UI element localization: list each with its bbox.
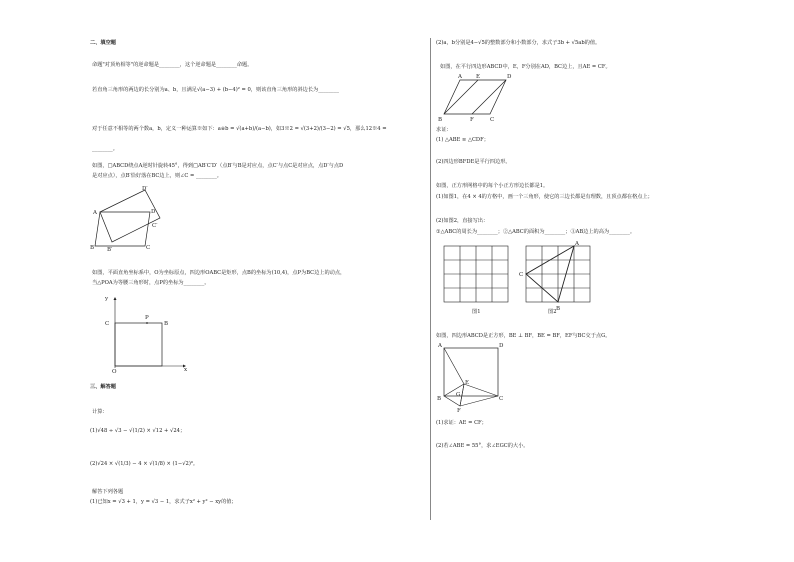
square-question: 如图，四边形ABCD是正方形，BE ⊥ BF，BE = BF，EF与BC交于点G。 bbox=[436, 333, 611, 339]
label-A: A bbox=[575, 241, 579, 247]
label-A: A bbox=[438, 343, 442, 349]
calc-1: (1)√48 ÷ √3 − √(1/2) × √12 + √24； bbox=[90, 428, 186, 434]
label-C: C bbox=[490, 117, 495, 123]
parallelogram-figure bbox=[436, 72, 516, 122]
label-B: B bbox=[90, 245, 95, 251]
label-G: G bbox=[456, 392, 461, 398]
question-rotation-line1: 如图，□ABCD绕点A逆时针旋转45°，得到□AB′C′D′（点B′与B是对应点，点C′与点C是对应点，点D′与点D bbox=[92, 163, 344, 169]
rotation-figure bbox=[90, 184, 170, 254]
square-figure bbox=[436, 340, 506, 412]
grid-question-line1: 如图，正方形网格中的每个小正方形边长都是1。 bbox=[436, 183, 549, 189]
figure-2-caption: 图2 bbox=[548, 309, 557, 315]
grid-question-line4: ①△ABC的周长为________；②△ABC的面积为________；③AB边上的高为________。 bbox=[436, 229, 636, 235]
question-right-triangle: 若直角三角形的两边的长分别为a、b，且满足√(a−3) + (b−4)² = 0，则该直角三角形的斜边长为________ bbox=[92, 87, 339, 93]
grid-figure-2 bbox=[518, 240, 598, 312]
figure-1-caption: 图1 bbox=[472, 309, 481, 315]
label-C: C bbox=[146, 245, 151, 251]
label-O: O bbox=[112, 369, 117, 375]
square-part-2: (2)若∠ABE = 55°，求∠EGC的大小。 bbox=[436, 443, 529, 449]
prove-label: 求证： bbox=[436, 127, 452, 133]
question-vertical-angles: 命题"对顶角相等"的逆命题是________，这个逆命题是________命题。 bbox=[92, 62, 253, 68]
section2-title: 二、填空题 bbox=[90, 40, 116, 46]
q2-ab-parts: (2)a，b分别是4−√5的整数部分和小数部分，求式子3b + √5ab的值。 bbox=[436, 40, 601, 46]
label-D: D bbox=[499, 343, 504, 349]
label-C: C bbox=[519, 272, 524, 278]
prove-1: (1) △ABE ≌ △CDF； bbox=[436, 137, 489, 143]
section3-title: 三、解答题 bbox=[90, 384, 116, 390]
label-y: y bbox=[105, 296, 109, 302]
prove-2: (2)四边形BFDE是平行四边形。 bbox=[436, 159, 511, 165]
question-coord-line2: 当△POA为等腰三角形时，点P的坐标为________。 bbox=[92, 280, 210, 286]
solve-1: (1)已知x = √3 + 1，y = √3 − 1，求式子x² + y² − xy的值； bbox=[90, 499, 237, 505]
solve-title: 解答下列各题 bbox=[92, 489, 124, 495]
label-B: B bbox=[437, 396, 442, 402]
question-rotation-line2: 是对应点），点B′恰好落在BC边上，则∠C = ________。 bbox=[92, 173, 222, 179]
label-B: B bbox=[164, 321, 169, 327]
label-P: P bbox=[145, 315, 149, 321]
grid-question-line3: (2)如图2，直接写出： bbox=[436, 218, 489, 224]
label-Bp: B′ bbox=[107, 247, 113, 253]
label-E: E bbox=[465, 380, 470, 386]
label-B: B bbox=[556, 306, 561, 312]
label-F: F bbox=[470, 117, 474, 123]
label-D: D bbox=[151, 209, 156, 215]
parallelogram-question: 如图，在平行四边形ABCD中，E，F分别在AD，BC边上，且AE = CF。 bbox=[440, 64, 611, 70]
label-D: D bbox=[507, 74, 512, 80]
label-A: A bbox=[458, 74, 462, 80]
label-Dp: D′ bbox=[142, 186, 148, 192]
coordinate-figure bbox=[100, 294, 190, 374]
calc-title: 计算： bbox=[92, 409, 108, 415]
label-Cp: C′ bbox=[152, 223, 158, 229]
label-C: C bbox=[105, 321, 110, 327]
label-C: C bbox=[499, 396, 504, 402]
question-operation-line2: ________。 bbox=[92, 146, 118, 152]
square-part-1: (1)求证：AE = CF； bbox=[436, 420, 487, 426]
grid-question-line2: (1)如图1，在4 × 4的方格中，画一个三角形，使它的三边长都是有理数，且顶点都在格点上； bbox=[436, 194, 653, 200]
column-divider bbox=[430, 38, 431, 520]
question-coord-line1: 如图，平面直角坐标系中，O为坐标原点，四边形OABC是矩形，点B的坐标为(10,4)，点P为BC边上的动点， bbox=[92, 270, 346, 276]
label-B: B bbox=[438, 117, 443, 123]
label-A: A bbox=[93, 210, 97, 216]
label-x: x bbox=[184, 367, 188, 373]
question-operation-line1: 对于任意不相等的两个数a，b，定义一种运算※如下：a※b = √(a+b)/(a−b)，如3※2 = √(3+2)/(3−2) = √5，那么12※4 = bbox=[92, 126, 387, 132]
label-E: E bbox=[476, 74, 481, 80]
calc-2: (2)√24 × √(1/3) − 4 × √(1/8) × (1−√2)⁰。 bbox=[90, 461, 199, 467]
grid-figure-1 bbox=[444, 246, 510, 306]
label-F: F bbox=[457, 408, 461, 414]
